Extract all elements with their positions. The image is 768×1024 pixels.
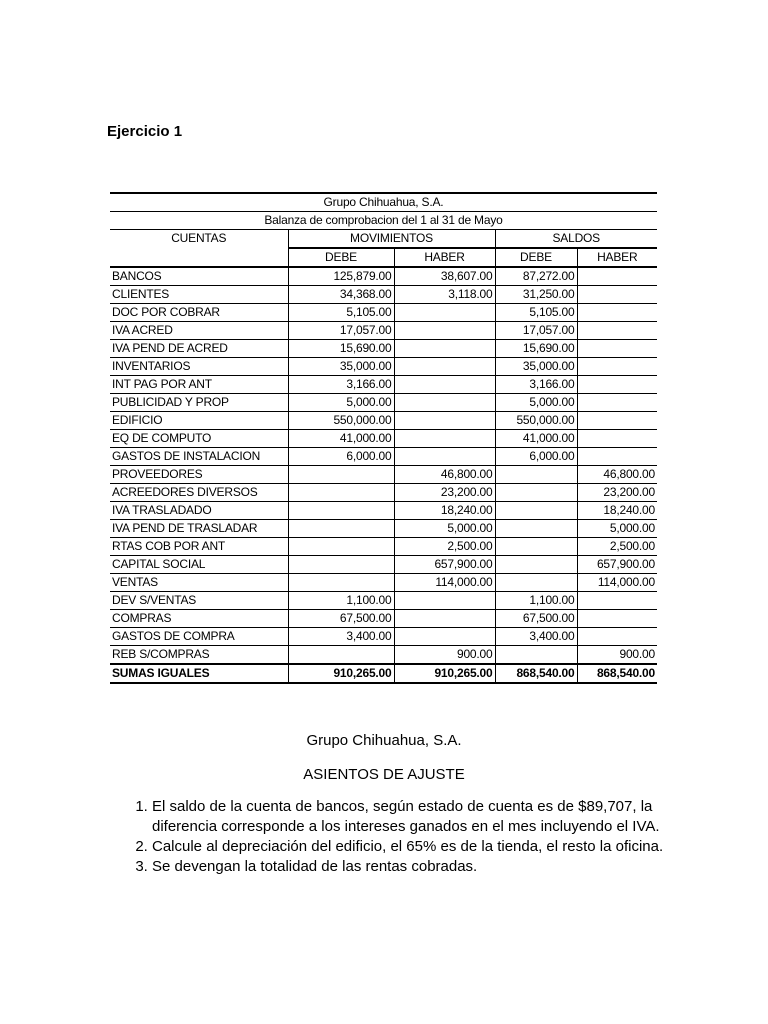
amount-cell-sal-haber bbox=[577, 394, 657, 412]
amount-cell-sal-debe: 3,166.00 bbox=[495, 376, 577, 394]
amount-cell-sal-debe: 5,000.00 bbox=[495, 394, 577, 412]
amount-cell-mov-debe: 3,166.00 bbox=[288, 376, 394, 394]
amount-cell-sal-haber bbox=[577, 322, 657, 340]
account-name-cell: REB S/COMPRAS bbox=[110, 646, 288, 665]
amount-cell-mov-debe bbox=[288, 502, 394, 520]
amount-cell-mov-debe: 35,000.00 bbox=[288, 358, 394, 376]
account-name-cell: IVA ACRED bbox=[110, 322, 288, 340]
amount-cell-mov-debe bbox=[288, 484, 394, 502]
amount-cell-mov-haber: 3,118.00 bbox=[394, 286, 495, 304]
table-row bbox=[110, 592, 657, 610]
table-subtitle: Balanza de comprobacion del 1 al 31 de Mayo bbox=[110, 212, 657, 230]
table-row bbox=[110, 358, 657, 376]
table-row bbox=[110, 376, 657, 394]
account-name-cell: CAPITAL SOCIAL bbox=[110, 556, 288, 574]
amount-cell-mov-haber bbox=[394, 358, 495, 376]
account-name-cell: PUBLICIDAD Y PROP bbox=[110, 394, 288, 412]
amount-cell-mov-debe: 3,400.00 bbox=[288, 628, 394, 646]
account-name-cell: ACREEDORES DIVERSOS bbox=[110, 484, 288, 502]
account-name-cell: PROVEEDORES bbox=[110, 466, 288, 484]
amount-cell-mov-haber: 2,500.00 bbox=[394, 538, 495, 556]
amount-cell-sal-haber: 18,240.00 bbox=[577, 502, 657, 520]
table-row bbox=[110, 628, 657, 646]
amount-cell-sal-haber: 900.00 bbox=[577, 646, 657, 665]
table-row bbox=[110, 430, 657, 448]
table-row bbox=[110, 304, 657, 322]
amount-cell-mov-debe bbox=[288, 574, 394, 592]
amount-cell-mov-debe: 41,000.00 bbox=[288, 430, 394, 448]
amount-cell-sal-debe: 15,690.00 bbox=[495, 340, 577, 358]
amount-cell-sal-debe: 67,500.00 bbox=[495, 610, 577, 628]
amount-cell-mov-haber: 114,000.00 bbox=[394, 574, 495, 592]
amount-cell-mov-debe: 5,105.00 bbox=[288, 304, 394, 322]
amount-cell-mov-debe bbox=[288, 646, 394, 665]
account-name-cell: RTAS COB POR ANT bbox=[110, 538, 288, 556]
amount-cell-sal-debe: 868,540.00 bbox=[495, 664, 577, 683]
account-name-cell: BANCOS bbox=[110, 267, 288, 286]
amount-cell-sal-debe: 550,000.00 bbox=[495, 412, 577, 430]
table-row bbox=[110, 322, 657, 340]
amount-cell-mov-debe bbox=[288, 538, 394, 556]
amount-cell-mov-debe bbox=[288, 556, 394, 574]
table-row bbox=[110, 520, 657, 538]
amount-cell-mov-haber bbox=[394, 376, 495, 394]
table-row bbox=[110, 394, 657, 412]
amount-cell-mov-haber: 910,265.00 bbox=[394, 664, 495, 683]
amount-cell-mov-haber bbox=[394, 412, 495, 430]
amount-cell-sal-haber bbox=[577, 430, 657, 448]
amount-cell-sal-haber bbox=[577, 358, 657, 376]
amount-cell-mov-debe: 5,000.00 bbox=[288, 394, 394, 412]
amount-cell-mov-haber bbox=[394, 610, 495, 628]
amount-cell-mov-haber bbox=[394, 448, 495, 466]
amount-cell-mov-debe: 15,690.00 bbox=[288, 340, 394, 358]
table-row bbox=[110, 556, 657, 574]
account-name-cell: EQ DE COMPUTO bbox=[110, 430, 288, 448]
table-row bbox=[110, 646, 657, 665]
table-row bbox=[110, 484, 657, 502]
table-row bbox=[110, 412, 657, 430]
section-company-name: Grupo Chihuahua, S.A. bbox=[306, 732, 462, 749]
amount-cell-mov-haber bbox=[394, 394, 495, 412]
account-name-cell: IVA PEND DE TRASLADAR bbox=[110, 520, 288, 538]
amount-cell-mov-debe bbox=[288, 520, 394, 538]
account-name-cell: SUMAS IGUALES bbox=[110, 664, 288, 683]
amount-cell-mov-haber: 18,240.00 bbox=[394, 502, 495, 520]
amount-cell-mov-haber: 23,200.00 bbox=[394, 484, 495, 502]
amount-cell-sal-haber bbox=[577, 448, 657, 466]
amount-cell-mov-haber bbox=[394, 628, 495, 646]
amount-cell-sal-debe: 6,000.00 bbox=[495, 448, 577, 466]
account-name-cell: INVENTARIOS bbox=[110, 358, 288, 376]
amount-cell-sal-haber bbox=[577, 340, 657, 358]
header-mov-haber: HABER bbox=[394, 248, 495, 267]
table-company-name: Grupo Chihuahua, S.A. bbox=[110, 193, 657, 212]
amount-cell-sal-debe bbox=[495, 484, 577, 502]
table-row bbox=[110, 466, 657, 484]
table-row bbox=[110, 267, 657, 286]
amount-cell-sal-debe bbox=[495, 538, 577, 556]
table-row bbox=[110, 538, 657, 556]
amount-cell-mov-haber bbox=[394, 592, 495, 610]
account-name-cell: VENTAS bbox=[110, 574, 288, 592]
amount-cell-sal-debe: 31,250.00 bbox=[495, 286, 577, 304]
amount-cell-sal-haber: 5,000.00 bbox=[577, 520, 657, 538]
header-movimientos: MOVIMIENTOS bbox=[288, 230, 495, 249]
amount-cell-mov-debe: 1,100.00 bbox=[288, 592, 394, 610]
amount-cell-sal-debe: 1,100.00 bbox=[495, 592, 577, 610]
account-name-cell: GASTOS DE INSTALACION bbox=[110, 448, 288, 466]
amount-cell-sal-haber: 23,200.00 bbox=[577, 484, 657, 502]
amount-cell-mov-haber: 657,900.00 bbox=[394, 556, 495, 574]
adjustment-item: 2. Calcule al depreciación del edificio, el 65% es de la tienda, el resto la oficina. bbox=[152, 837, 697, 857]
amount-cell-sal-haber bbox=[577, 628, 657, 646]
header-mov-debe: DEBE bbox=[288, 248, 394, 267]
table-total-row bbox=[110, 664, 657, 683]
amount-cell-sal-debe bbox=[495, 502, 577, 520]
amount-cell-sal-haber bbox=[577, 286, 657, 304]
adjustment-item: 3. Se devengan la totalidad de las rentas cobradas. bbox=[152, 857, 697, 877]
table-row bbox=[110, 574, 657, 592]
amount-cell-mov-debe: 17,057.00 bbox=[288, 322, 394, 340]
table-row bbox=[110, 502, 657, 520]
trial-balance-table bbox=[110, 192, 657, 684]
table-row bbox=[110, 340, 657, 358]
amount-cell-sal-debe: 35,000.00 bbox=[495, 358, 577, 376]
account-name-cell: EDIFICIO bbox=[110, 412, 288, 430]
header-cuentas: CUENTAS bbox=[110, 230, 288, 268]
amount-cell-sal-haber: 657,900.00 bbox=[577, 556, 657, 574]
amount-cell-sal-haber bbox=[577, 592, 657, 610]
account-name-cell: DOC POR COBRAR bbox=[110, 304, 288, 322]
header-sal-debe: DEBE bbox=[495, 248, 577, 267]
exercise-heading: Ejercicio 1 bbox=[107, 123, 183, 140]
account-name-cell: CLIENTES bbox=[110, 286, 288, 304]
amount-cell-mov-haber: 46,800.00 bbox=[394, 466, 495, 484]
amount-cell-mov-debe: 34,368.00 bbox=[288, 286, 394, 304]
amount-cell-sal-debe bbox=[495, 574, 577, 592]
amount-cell-mov-haber: 5,000.00 bbox=[394, 520, 495, 538]
amount-cell-mov-haber: 900.00 bbox=[394, 646, 495, 665]
amount-cell-mov-debe: 550,000.00 bbox=[288, 412, 394, 430]
table-row bbox=[110, 610, 657, 628]
amount-cell-mov-haber: 38,607.00 bbox=[394, 267, 495, 286]
amount-cell-sal-haber bbox=[577, 376, 657, 394]
amount-cell-sal-haber: 114,000.00 bbox=[577, 574, 657, 592]
amount-cell-sal-debe: 41,000.00 bbox=[495, 430, 577, 448]
amount-cell-sal-debe bbox=[495, 646, 577, 665]
amount-cell-sal-haber: 868,540.00 bbox=[577, 664, 657, 683]
amount-cell-sal-haber: 46,800.00 bbox=[577, 466, 657, 484]
account-name-cell: COMPRAS bbox=[110, 610, 288, 628]
amount-cell-sal-haber: 2,500.00 bbox=[577, 538, 657, 556]
amount-cell-mov-haber bbox=[394, 304, 495, 322]
amount-cell-mov-haber bbox=[394, 340, 495, 358]
amount-cell-mov-debe: 6,000.00 bbox=[288, 448, 394, 466]
adjustment-item: 1. El saldo de la cuenta de bancos, según estado de cuenta es de $89,707, la diferencia corresponde a los intereses ganados en el mes incluyendo el IVA. bbox=[152, 797, 697, 837]
amount-cell-sal-haber bbox=[577, 267, 657, 286]
account-name-cell: IVA PEND DE ACRED bbox=[110, 340, 288, 358]
account-name-cell: IVA TRASLADADO bbox=[110, 502, 288, 520]
account-name-cell: INT PAG POR ANT bbox=[110, 376, 288, 394]
amount-cell-sal-debe: 17,057.00 bbox=[495, 322, 577, 340]
amount-cell-sal-debe: 3,400.00 bbox=[495, 628, 577, 646]
table-row bbox=[110, 448, 657, 466]
amount-cell-sal-debe bbox=[495, 520, 577, 538]
amount-cell-sal-haber bbox=[577, 304, 657, 322]
amount-cell-sal-debe bbox=[495, 556, 577, 574]
amount-cell-mov-debe: 67,500.00 bbox=[288, 610, 394, 628]
amount-cell-mov-haber bbox=[394, 430, 495, 448]
account-name-cell: GASTOS DE COMPRA bbox=[110, 628, 288, 646]
amount-cell-sal-haber bbox=[577, 412, 657, 430]
amount-cell-mov-debe: 910,265.00 bbox=[288, 664, 394, 683]
amount-cell-sal-haber bbox=[577, 610, 657, 628]
adjustments-list bbox=[118, 797, 697, 877]
amount-cell-sal-debe bbox=[495, 466, 577, 484]
amount-cell-mov-debe bbox=[288, 466, 394, 484]
account-name-cell: DEV S/VENTAS bbox=[110, 592, 288, 610]
table-row bbox=[110, 286, 657, 304]
header-sal-haber: HABER bbox=[577, 248, 657, 267]
header-saldos: SALDOS bbox=[495, 230, 657, 249]
amount-cell-mov-debe: 125,879.00 bbox=[288, 267, 394, 286]
amount-cell-sal-debe: 5,105.00 bbox=[495, 304, 577, 322]
section-title: ASIENTOS DE AJUSTE bbox=[303, 766, 465, 783]
amount-cell-sal-debe: 87,272.00 bbox=[495, 267, 577, 286]
amount-cell-mov-haber bbox=[394, 322, 495, 340]
